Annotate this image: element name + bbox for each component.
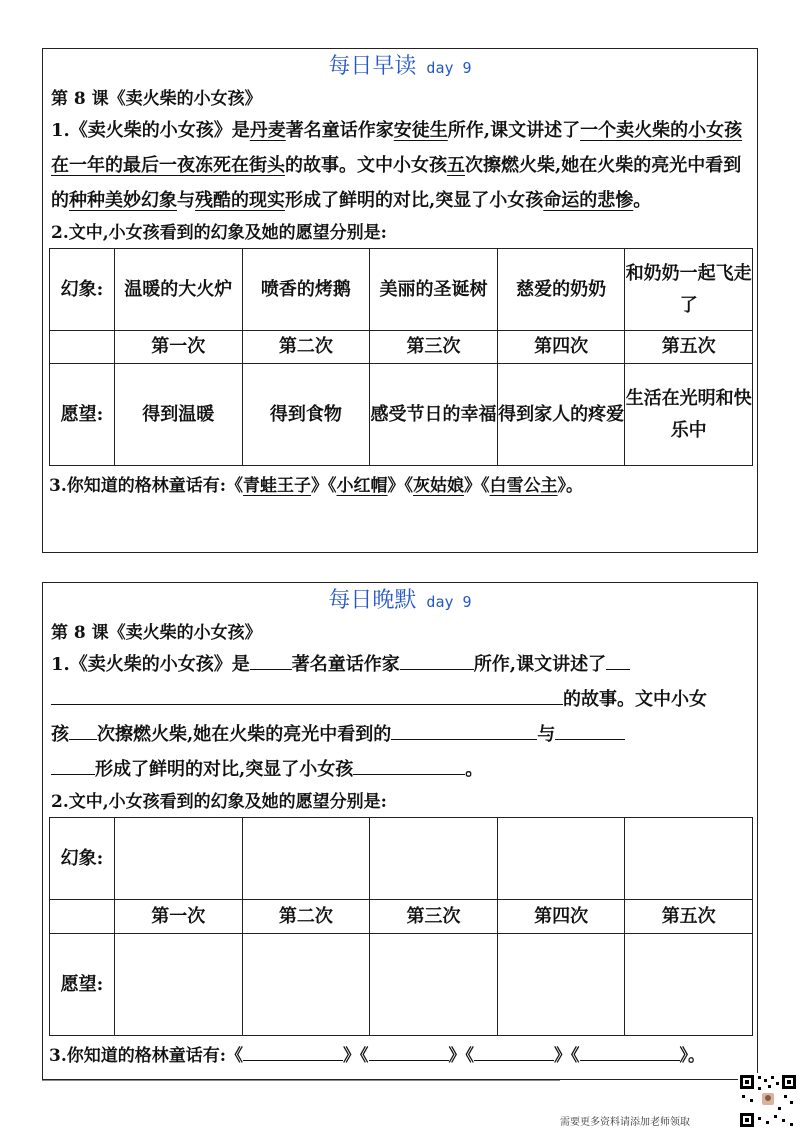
morning-title-text: 每日早读: [328, 54, 417, 79]
wish-empty-cell[interactable]: [370, 934, 498, 1036]
blank-times[interactable]: [69, 717, 97, 740]
blank-illusion[interactable]: [391, 717, 537, 740]
wish-cell: 得到家人的疼爱: [497, 364, 625, 466]
wish-label: 愿望:: [50, 934, 115, 1036]
wish-label: 愿望:: [50, 364, 115, 466]
bracket-close: 》: [557, 476, 567, 496]
evening-title: [43, 583, 757, 619]
ordinal-cell: 第一次: [115, 900, 243, 934]
q3-prefix: 3.你知道的格林童话有:: [49, 476, 227, 496]
illusion-empty-cell[interactable]: [497, 818, 625, 900]
illusion-cell: 喷香的烤鹅: [242, 249, 370, 331]
q3-end: 。: [688, 1046, 706, 1066]
blank-author[interactable]: [400, 647, 474, 670]
morning-day-label: day 9: [426, 59, 472, 77]
blank-country[interactable]: [250, 647, 292, 670]
illusion-empty-cell[interactable]: [115, 818, 243, 900]
illusion-cell: 美丽的圣诞树: [370, 249, 498, 331]
wish-empty-cell[interactable]: [497, 934, 625, 1036]
morning-question-2: 2.文中,小女孩看到的幻象及她的愿望分别是:: [51, 223, 387, 243]
evening-dictation-sheet: [42, 582, 758, 1080]
ordinal-cell: 第二次: [242, 331, 370, 364]
ordinal-cell: 第一次: [115, 331, 243, 364]
morning-illusion-table: [49, 248, 753, 466]
q1-text: 孩: [51, 724, 69, 745]
illusion-cell: 和奶奶一起飞走了: [625, 249, 753, 331]
answer-author: 安徒生: [393, 120, 448, 141]
book-blank[interactable]: [243, 1038, 343, 1061]
bracket-open: 《: [226, 1046, 244, 1066]
q1-text: 1.《卖火柴的小女孩》是: [51, 120, 250, 141]
ordinal-spacer: [50, 331, 115, 364]
wish-cell: 生活在光明和快乐中: [625, 364, 753, 466]
wish-cell: 得到食物: [242, 364, 370, 466]
bracket-open: 《: [465, 1046, 475, 1066]
bracket-open: 《: [328, 476, 337, 496]
blank-fate[interactable]: [353, 752, 465, 775]
bracket-close: 》: [448, 1046, 466, 1066]
book-blank[interactable]: [369, 1038, 449, 1061]
q3-prefix: 3.你知道的格林童话有:: [49, 1046, 227, 1066]
answer-illusion: 种种美妙幻象: [69, 190, 177, 211]
book-answer: 灰姑娘: [413, 476, 465, 496]
bracket-close: 》: [343, 1046, 361, 1066]
q1-text: 次擦燃火柴,她在火柴的亮光中看到的: [97, 724, 392, 745]
wish-cell: 感受节日的幸福: [370, 364, 498, 466]
q1-text: 的故事。文中小女: [563, 689, 707, 710]
book-blank[interactable]: [580, 1038, 680, 1061]
answer-fate: 命运的悲惨: [543, 190, 634, 211]
footer-divider: [42, 1080, 560, 1081]
q1-text: 的故事。文中小女孩: [285, 155, 447, 176]
q1-text: 所作,课文讲述了: [473, 654, 607, 675]
illusion-empty-cell[interactable]: [625, 818, 753, 900]
answer-story: 一个卖火柴的小女孩在一年的最后一夜冻死在街头: [51, 120, 743, 176]
q1-text: 次擦燃火柴,她在火柴的亮光中看到的: [51, 155, 742, 211]
evening-title-text: 每日晚默: [328, 588, 417, 613]
book-answer: 青蛙王子: [243, 476, 312, 496]
illusion-label: 幻象:: [50, 249, 115, 331]
evening-question-2: 2.文中,小女孩看到的幻象及她的愿望分别是:: [51, 792, 387, 812]
q1-text: 形成了鲜明的对比,突显了小女孩: [95, 759, 354, 780]
bracket-close: 》: [554, 1046, 572, 1066]
bracket-open: 《: [481, 476, 490, 496]
bracket-open: 《: [404, 476, 414, 496]
q1-text: 著名童话作家: [291, 654, 400, 675]
bracket-close: 》: [679, 1046, 689, 1066]
bracket-open: 《: [571, 1046, 580, 1066]
answer-reality: 残酷的现实: [195, 190, 285, 211]
book-answer: 白雪公主: [489, 476, 558, 496]
ordinal-cell: 第三次: [370, 331, 498, 364]
bracket-close: 》: [387, 476, 405, 496]
evening-day-label: day 9: [426, 593, 472, 611]
wish-empty-cell[interactable]: [242, 934, 370, 1036]
ordinal-cell: 第三次: [370, 900, 498, 934]
ordinal-cell: 第五次: [625, 331, 753, 364]
illusion-empty-cell[interactable]: [370, 818, 498, 900]
wish-empty-cell[interactable]: [625, 934, 753, 1036]
q3-end: 。: [566, 476, 584, 496]
book-blank[interactable]: [474, 1038, 554, 1061]
bracket-open: 《: [360, 1046, 369, 1066]
q1-text: 所作,课文讲述了: [447, 120, 581, 141]
ordinal-cell: 第四次: [497, 331, 625, 364]
blank-story-start[interactable]: [606, 647, 630, 670]
bracket-close: 》: [311, 476, 329, 496]
illusion-empty-cell[interactable]: [242, 818, 370, 900]
illusion-cell: 温暖的大火炉: [115, 249, 243, 331]
ordinal-spacer: [50, 900, 115, 934]
ordinal-cell: 第五次: [625, 900, 753, 934]
illusion-label: 幻象:: [50, 818, 115, 900]
illusion-cell: 慈爱的奶奶: [497, 249, 625, 331]
answer-country: 丹麦: [249, 120, 286, 141]
answer-times: 五: [447, 155, 465, 176]
bracket-close: 》: [464, 476, 482, 496]
morning-lesson-title: 第 8 课《卖火柴的小女孩》: [51, 89, 262, 109]
ordinal-cell: 第二次: [242, 900, 370, 934]
wish-cell: 得到温暖: [115, 364, 243, 466]
qr-code-icon: [738, 1073, 798, 1129]
footer-note: 需要更多资料请添加老师领取: [560, 1117, 690, 1128]
morning-reading-sheet: [42, 48, 758, 553]
evening-illusion-table: [49, 817, 753, 1036]
q1-text: 1.《卖火柴的小女孩》是: [51, 654, 250, 675]
blank-reality[interactable]: [51, 752, 95, 775]
q1-text: 与: [537, 724, 556, 745]
book-answer: 小红帽: [336, 476, 388, 496]
q1-text: 。: [633, 190, 652, 211]
blank-story[interactable]: [51, 682, 563, 705]
blank-reality-start[interactable]: [555, 717, 625, 740]
morning-question-3: [43, 466, 757, 506]
evening-lesson-title: 第 8 课《卖火柴的小女孩》: [51, 623, 262, 643]
morning-title: [43, 49, 757, 85]
evening-question-3: [43, 1036, 757, 1076]
q1-text: 著名童话作家: [285, 120, 394, 141]
morning-question-1: [43, 113, 757, 218]
q1-text: 。: [465, 759, 484, 780]
q1-text: 形成了鲜明的对比,突显了小女孩: [285, 190, 544, 211]
bracket-open: 《: [226, 476, 244, 496]
wish-empty-cell[interactable]: [115, 934, 243, 1036]
evening-question-1: [43, 647, 757, 787]
q1-text: 与: [177, 190, 195, 211]
ordinal-cell: 第四次: [497, 900, 625, 934]
